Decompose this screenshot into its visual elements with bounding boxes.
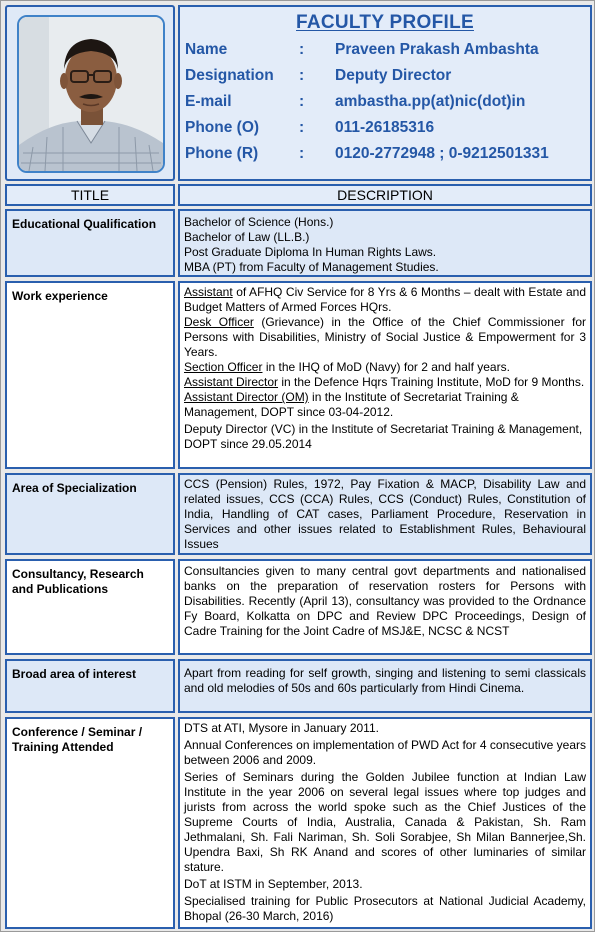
name-colon: : [299, 41, 305, 58]
work-role: Assistant Director [184, 375, 279, 389]
designation-value: Deputy Director [335, 67, 452, 84]
interest-description [178, 659, 592, 713]
specialization-label: Area of Specialization [5, 473, 175, 555]
email-label: E-mail [185, 93, 232, 110]
education-line: MBA (PT) from Faculty of Management Studies. [184, 260, 439, 274]
phone-residence-colon: : [299, 145, 305, 162]
work-role: Section Officer [184, 360, 263, 374]
conference-item: DTS at ATI, Mysore in January 2011. [184, 721, 379, 735]
phone-office-label: Phone (O) [185, 119, 260, 136]
work-role: Assistant Director (OM) [184, 390, 309, 404]
page-title: FACULTY PROFILE [296, 12, 474, 33]
conference-description [178, 717, 592, 929]
education-label: Educational Qualification [5, 209, 175, 277]
consultancy-text: Consultancies given to many central govt departments and nationalised banks on the preparation of reservation rosters for Persons with Disabilities. Recently (April 13), consultancy was provided to the Ordnance Fy Board, Kolkatta on DPC and Review DPC Proceedings, Design of Cadre Training for the Joint Cadre of MSJ&E, NCSC & NCST [184, 564, 586, 638]
consultancy-description [178, 559, 592, 655]
email-row [183, 93, 591, 115]
work-role: Desk Officer [184, 315, 254, 329]
conference-item: Specialised training for Public Prosecutors at National Judicial Academy, Bhopal (26-30 March, 2016) [184, 894, 586, 923]
interest-label: Broad area of interest [5, 659, 175, 713]
photo-cell [5, 5, 175, 181]
interest-text: Apart from reading for self growth, singing and listening to semi classicals and old melodies of 50s and 60s particularly from Hindi Cinema. [184, 666, 586, 695]
email-value: ambastha.pp(at)nic(dot)in [335, 93, 526, 110]
work-text: in the IHQ of MoD (Navy) for 2 and half years. [262, 360, 510, 374]
phone-residence-label: Phone (R) [185, 145, 259, 162]
faculty-photo [17, 15, 165, 173]
work-item [184, 390, 586, 420]
name-label: Name [185, 41, 228, 58]
conference-item: Series of Seminars during the Golden Jubilee function at Indian Law Institute in the year 2006 on several legal issues where top judges and jurists from across the world spoke such as the Chief Justices of the Supreme Courts of India, Australia, Canada & Pakistan, Sh. Ram Jethmalani, Sh. Fali Nariman, Sh. Soli Sorabjee, Sh Milan Bannerjee,Sh. Upendra Baxi, Sh RK Anand and scores of other luminaries of similar stature. [184, 770, 586, 874]
work-item [184, 285, 586, 315]
column-header-title: TITLE [5, 184, 175, 206]
portrait-image [19, 17, 163, 171]
work-item [184, 422, 586, 452]
conference-label: Conference / Seminar / Training Attended [5, 717, 175, 929]
work-text: Deputy Director (VC) in the Institute of Secretariat Training & Management, DOPT since 29.05.2014 [184, 422, 583, 451]
work-text: of AFHQ Civ Service for 8 Yrs & 6 Months – dealt with Estate and Budget Matters of Armed Forces HQrs. [184, 285, 586, 314]
conference-item: DoT at ISTM in September, 2013. [184, 877, 363, 891]
specialization-description [178, 473, 592, 555]
profile-info [178, 5, 592, 181]
column-header-description: DESCRIPTION [178, 184, 592, 206]
phone-office-row [183, 119, 591, 141]
work-description [178, 281, 592, 469]
work-text: (Grievance) in the Office of the Chief Commissioner for Persons with Disabilities, Ministry of Social Justice & Empowerment for 3 Years. [184, 315, 587, 359]
work-role: Assistant [184, 285, 233, 299]
education-line: Post Graduate Diploma In Human Rights Laws. [184, 245, 437, 259]
consultancy-label: Consultancy, Research and Publications [5, 559, 175, 655]
email-colon: : [299, 93, 305, 110]
phone-residence-row [183, 145, 591, 167]
designation-label: Designation [185, 67, 274, 84]
work-item [184, 315, 586, 360]
education-description [178, 209, 592, 277]
name-value: Praveen Prakash Ambashta [335, 41, 539, 58]
work-label: Work experience [5, 281, 175, 469]
education-line: Bachelor of Science (Hons.) [184, 215, 334, 229]
name-row [183, 41, 591, 63]
work-text: in the Defence Hqrs Training Institute, MoD for 9 Months. [278, 375, 585, 389]
phone-residence-value: 0120-2772948 ; 0-9212501331 [335, 145, 549, 162]
work-item [184, 375, 586, 390]
specialization-text: CCS (Pension) Rules, 1972, Pay Fixation & MACP, Disability Law and related issues, CCS (CCA) Rules, CCS (Conduct) Rules, Constitution of India, Handling of CAT cases, Parliament Procedure, Reservation in Services and other issues related to Establishment Rules, Behavioural Issues [184, 477, 586, 551]
education-line: Bachelor of Law (LL.B.) [184, 230, 310, 244]
phone-office-value: 011-26185316 [335, 119, 435, 136]
phone-office-colon: : [299, 119, 305, 136]
designation-row [183, 67, 591, 89]
designation-colon: : [299, 67, 305, 84]
work-text: in the Institute of Secretariat Training & Management, DOPT since 03-04-2012. [184, 390, 519, 419]
conference-item: Annual Conferences on implementation of PWD Act for 4 consecutive years between 2006 and 2009. [184, 738, 586, 767]
work-item [184, 360, 586, 375]
